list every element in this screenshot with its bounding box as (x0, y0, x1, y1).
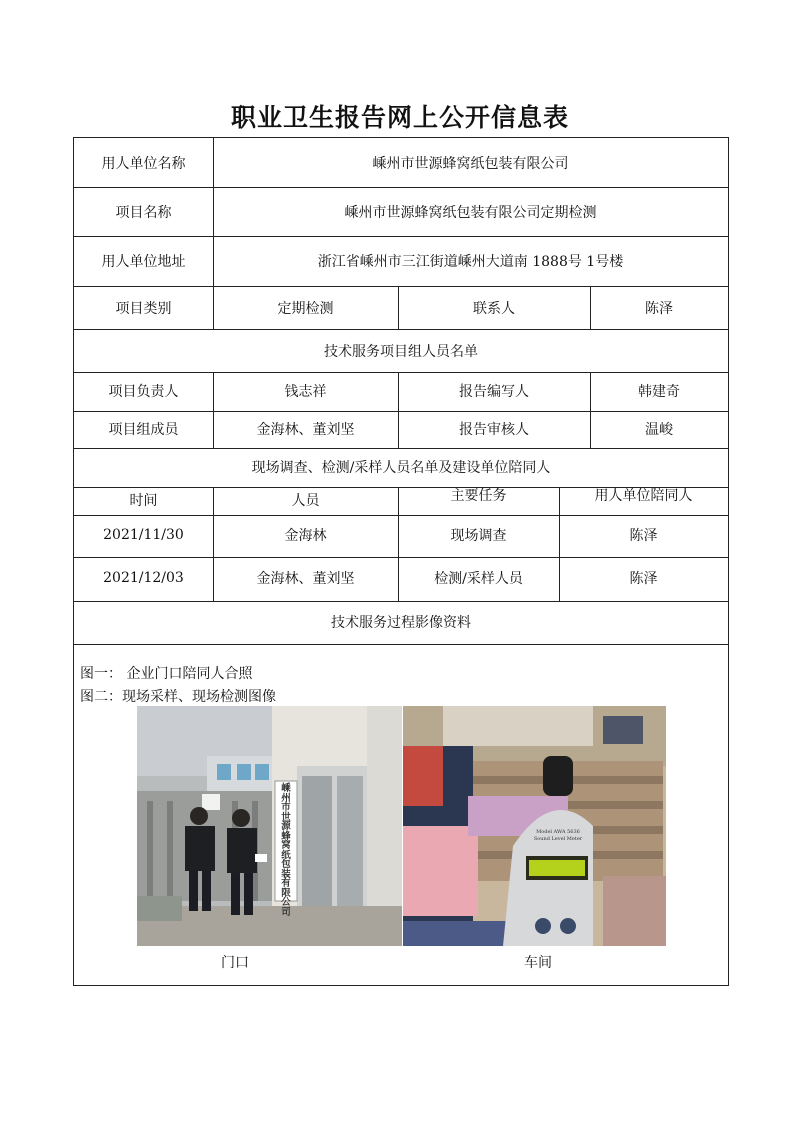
members-label: 项目组成员 (108, 421, 179, 438)
gate-photo (137, 706, 402, 946)
team-header: 技术服务项目组人员名单 (324, 343, 478, 360)
leader: 钱志祥 (284, 384, 327, 400)
project-name: 嵊州市世源蜂窝纸包装有限公司定期检测 (344, 204, 597, 221)
table-row-people: 金海林 (284, 528, 327, 544)
reviewer: 温峻 (645, 421, 673, 438)
members: 金海林、董刘坚 (256, 421, 355, 438)
survey-header: 现场调查、检测/采样人员名单及建设单位陪同人 (251, 459, 551, 476)
contact-label: 联系人 (473, 300, 515, 317)
figure1-note: 图一： 企业门口陪同人合照 (80, 666, 253, 682)
figure2-note: 图二：现场采样、现场检测图像 (80, 689, 276, 705)
table-row-companion: 陈泽 (629, 528, 658, 544)
leader-label: 项目负责人 (108, 384, 179, 400)
workshop-caption: 车间 (524, 955, 552, 971)
writer-label: 报告编写人 (459, 384, 529, 400)
survey-col-people: 人员 (291, 493, 320, 509)
table-row-date: 2021/11/30 (103, 527, 184, 543)
table-row-date: 2021/12/03 (103, 570, 184, 586)
employer-name: 嵊州市世源蜂窝纸包装有限公司 (372, 155, 569, 172)
meter-name: Sound Level Meter (533, 836, 583, 842)
gate-sign: 嵊州市世源蜂窝纸包装有限公司 (281, 783, 291, 918)
survey-col-task: 主要任务 (450, 488, 507, 504)
survey-col-time: 时间 (129, 493, 158, 509)
project-type-label: 项目类别 (115, 300, 172, 317)
table-row-companion: 陈泽 (629, 571, 658, 587)
table-row-people: 金海林、董刘坚 (256, 571, 355, 587)
project-name-label: 项目名称 (115, 204, 172, 221)
survey-col-companion: 用人单位陪同人 (594, 488, 693, 504)
employer-name-label: 用人单位名称 (101, 155, 186, 172)
table-row-task: 检测/采样人员 (434, 571, 523, 587)
address: 浙江省嵊州市三江街道嵊州大道南 1888号 1号楼 (317, 254, 624, 270)
table-row-task: 现场调查 (450, 528, 507, 544)
address-label: 用人单位地址 (101, 254, 186, 270)
contact: 陈泽 (645, 300, 673, 317)
media-header: 技术服务过程影像资料 (331, 614, 471, 631)
meter-model: Model AWA 5636 (536, 829, 580, 835)
page-title: 职业卫生报告网上公开信息表 (230, 103, 569, 132)
writer: 韩建奇 (638, 384, 680, 400)
reviewer-label: 报告审核人 (459, 421, 529, 438)
gate-caption: 门口 (221, 955, 249, 971)
project-type: 定期检测 (277, 300, 334, 317)
workshop-photo (403, 706, 666, 946)
